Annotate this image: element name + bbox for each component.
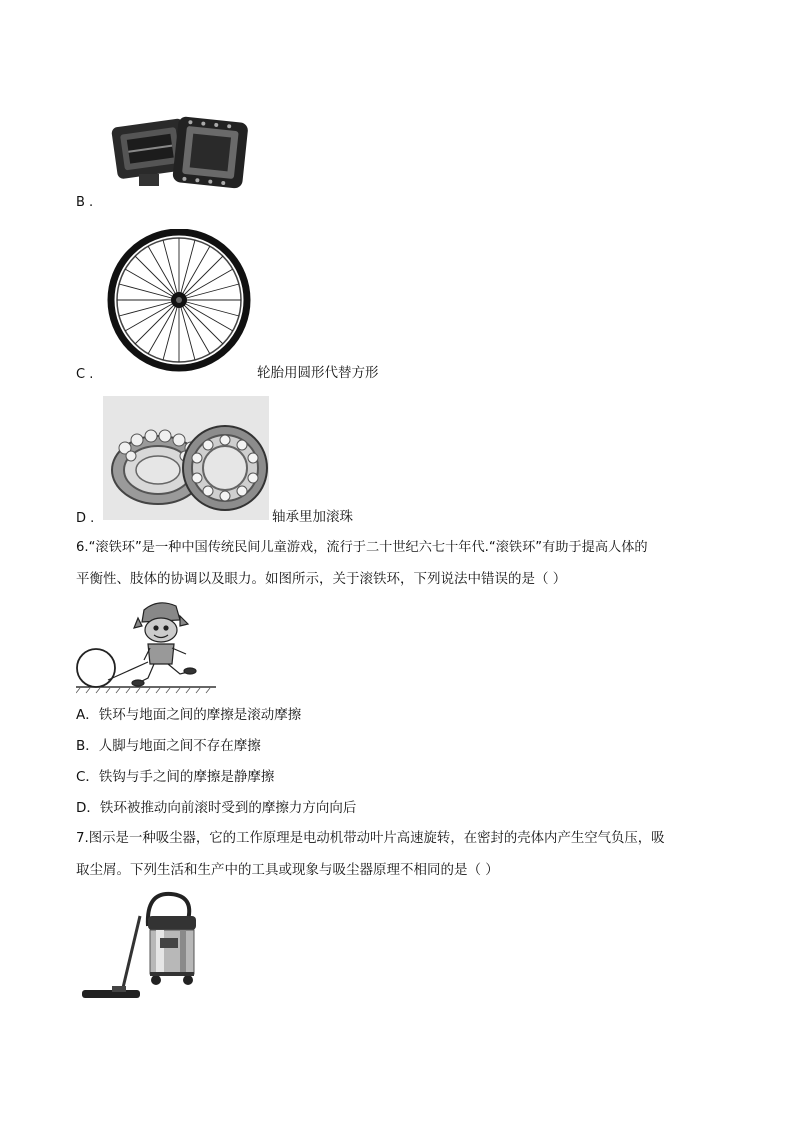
option-d-text: 轴承里加滚珠 [272, 509, 353, 525]
q6-option-b: B．人脚与地面之间不存在摩擦 [76, 738, 261, 754]
boy-hoop-image [76, 598, 216, 694]
pedals-image [103, 106, 258, 206]
q6-option-d: D．铁环被推动向前滚时受到的摩擦力方向向后 [76, 800, 357, 816]
option-d-label: D . [76, 511, 95, 526]
bearings-image [103, 396, 269, 520]
q7-stem-line2: 取尘屑。下列生活和生产中的工具或现象与吸尘器原理不相同的是（ ） [76, 862, 499, 878]
q6-stem-line1: 6.“滚铁环”是一种中国传统民间儿童游戏，流行于二十世纪六七十年代.“滚铁环”有助于提高人体的 [76, 540, 648, 555]
q6-option-a: A．铁环与地面之间的摩擦是滚动摩擦 [76, 707, 302, 723]
q7-stem-line1: 7.图示是一种吸尘器，它的工作原理是电动机带动叶片高速旋转，在密封的壳体内产生空气负压，吸 [76, 831, 665, 846]
vacuum-image [76, 886, 206, 1010]
q6-option-c: C．铁钩与手之间的摩擦是静摩擦 [76, 769, 275, 785]
wheel-image [103, 229, 255, 372]
q6-stem-line2: 平衡性、肢体的协调以及眼力。如图所示，关于滚铁环，下列说法中错误的是（ ） [76, 571, 567, 587]
option-c-text: 轮胎用圆形代替方形 [257, 365, 379, 381]
option-c-label: C . [76, 367, 94, 382]
option-b-label: B . [76, 195, 94, 210]
